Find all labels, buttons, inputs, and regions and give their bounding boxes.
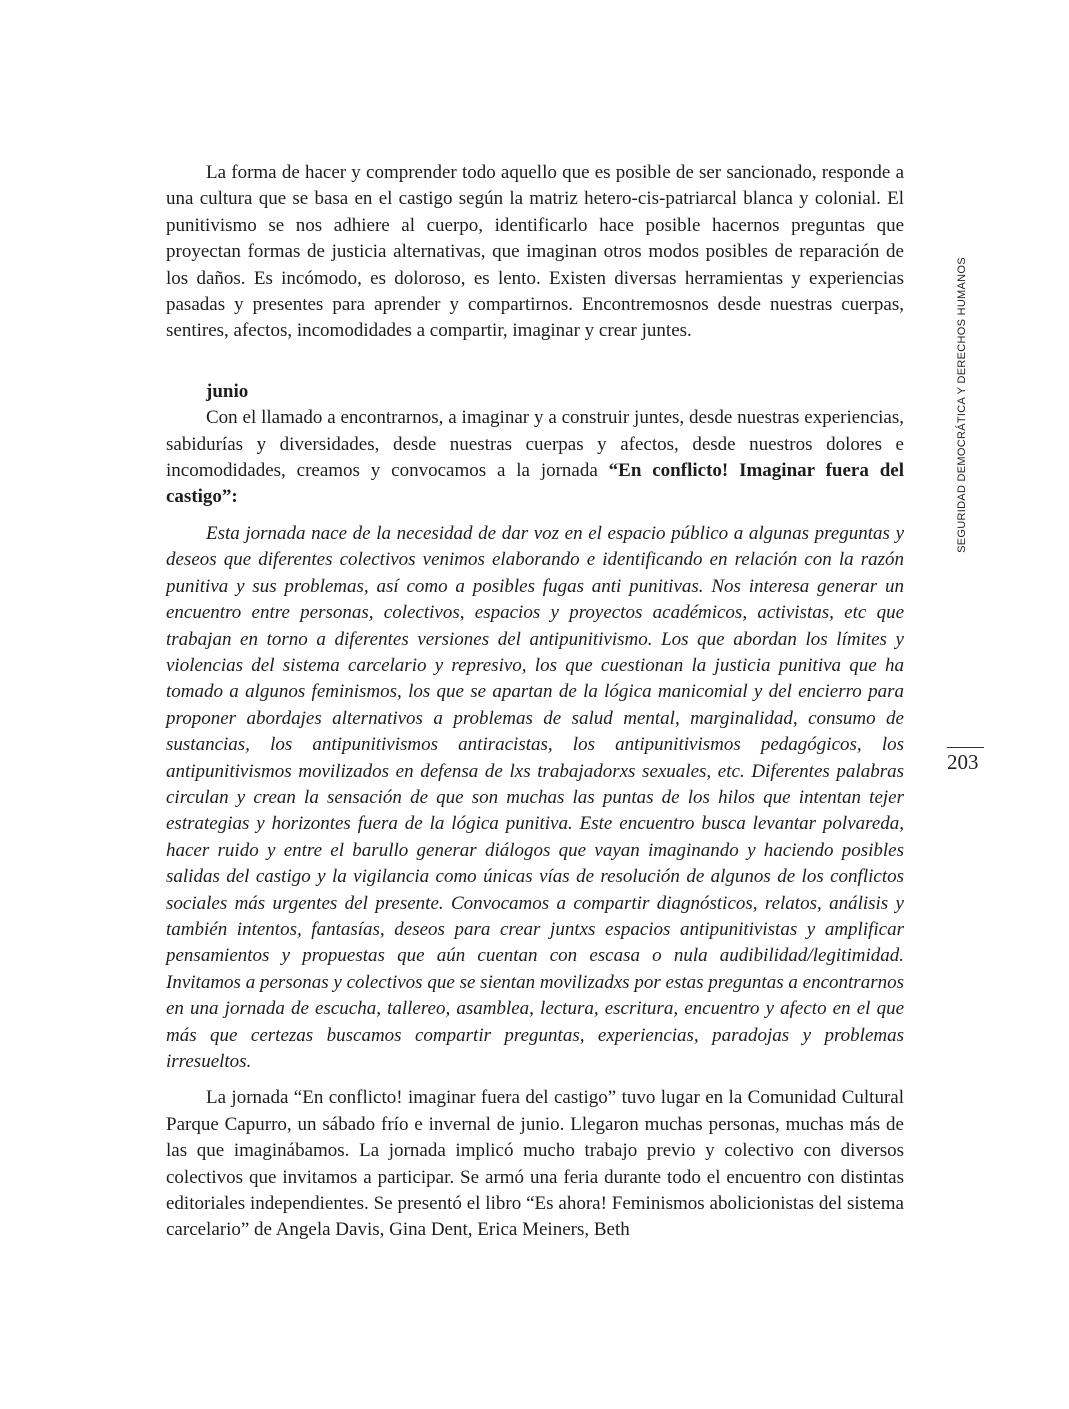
quote-paragraph: Esta jornada nace de la necesidad de dar voz en el espacio público a algunas preguntas y deseos que diferentes colectivos venimos elaborando e identificando en relación con la razón punitiva y sus problemas, así como a posibles fugas anti punitivas. Nos interesa generar un encuentro entre personas, colectivos, espacios y proyectos académicos, activistas, etc que trabajan en torno a diferentes versiones del antipunitivismo. Los que abordan los límites y violencias del sistema carcelario y represivo, los que cuestionan la justicia punitiva que ha tomado a algunos feminismos, los que se apartan de la lógica manicomial y del encierro para proponer abordajes alternativos a problemas de salud mental, marginalidad, consumo de sustancias, los antipunitivismos antiracistas, los antipunitivismos pedagógicos, los antipunitivismos movilizados en defensa de lxs trabajadorxs sexuales, etc. Diferentes palabras circulan y crean la sensación de que son muchas las puntas de los hilos que intentan tejer estrategias y horizontes fuera de la lógica punitiva. Este encuentro busca levantar polvareda, hacer ruido y entre el barullo generar diálogos que vayan imaginando y haciendo posibles salidas del castigo y la vigilancia como únicas vías de resolución de algunos de los conflictos sociales más urgentes del presente. Convocamos a compartir diagnósticos, relatos, análisis y también intentos, fantasías, deseos para crear juntxs espacios antipunitivistas y amplificar pensamientos y propuestas que aún cuentan con escasa o nula audibilidad/legitimidad. Invitamos a personas y colectivos que se sientan movilizadxs por estas preguntas a encontrarnos en una jornada de escucha, tallereo, asamblea, lectura, escritura, encuentro y afecto en el que más que certezas buscamos compartir preguntas, experiencias, paradojas y problemas irresueltos. — [166, 522, 904, 1072]
closing-paragraph: La jornada “En conflicto! imaginar fuera del castigo” tuvo lugar en la Comunidad Cultural Parque Capurro, un sábado frío e invernal de junio. Llegaron muchas personas, muchas más de las que imaginábamos. La jornada implicó mucho trabajo previo y colectivo con diversos colectivos que invitamos a participar. Se armó una feria durante todo el encuentro con distintas editoriales independientes. Se presentó el libro “Es ahora! Feminismos abolicionistas del sistema carcelario” de Angela Davis, Gina Dent, Erica Meiners, Beth — [166, 1087, 904, 1241]
page-number-rule — [947, 747, 984, 748]
event-title: “En conflicto! Imaginar fuera del castigo”: — [166, 460, 904, 508]
page-number: 203 — [947, 750, 979, 774]
call-paragraph-text: Con el llamado a encontrarnos, a imaginar y a construir juntes, desde nuestras experiencias, sabidurías y diversidades, desde nuestras cuerpas y afectos, desde nuestros dolores e incomodidades, creamos y convocamos a la jornada — [166, 407, 904, 482]
running-head — [947, 245, 977, 565]
call-paragraph — [166, 405, 904, 511]
body-text — [166, 160, 904, 1244]
running-head-text: SEGURIDAD DEMOCRÁTICA Y DERECHOS HUMANOS — [956, 257, 968, 553]
section-heading: junio — [206, 380, 249, 402]
intro-paragraph: La forma de hacer y comprender todo aquello que es posible de ser sancionado, responde a una cultura que se basa en el castigo según la matriz hetero-cis-patriarcal blanca y colonial. El punitivismo se nos adhiere al cuerpo, identificarlo hace posible hacernos preguntas que proyectan formas de justicia alternativas, que imaginan otros modos posibles de reparación de los daños. Es incómodo, es doloroso, es lento. Existen diversas herramientas y experiencias pasadas y presentes para aprender y compartirnos. Encontremosnos desde nuestras cuerpas, sentires, afectos, incomodidades a compartir, imaginar y crear juntes. — [166, 162, 904, 342]
